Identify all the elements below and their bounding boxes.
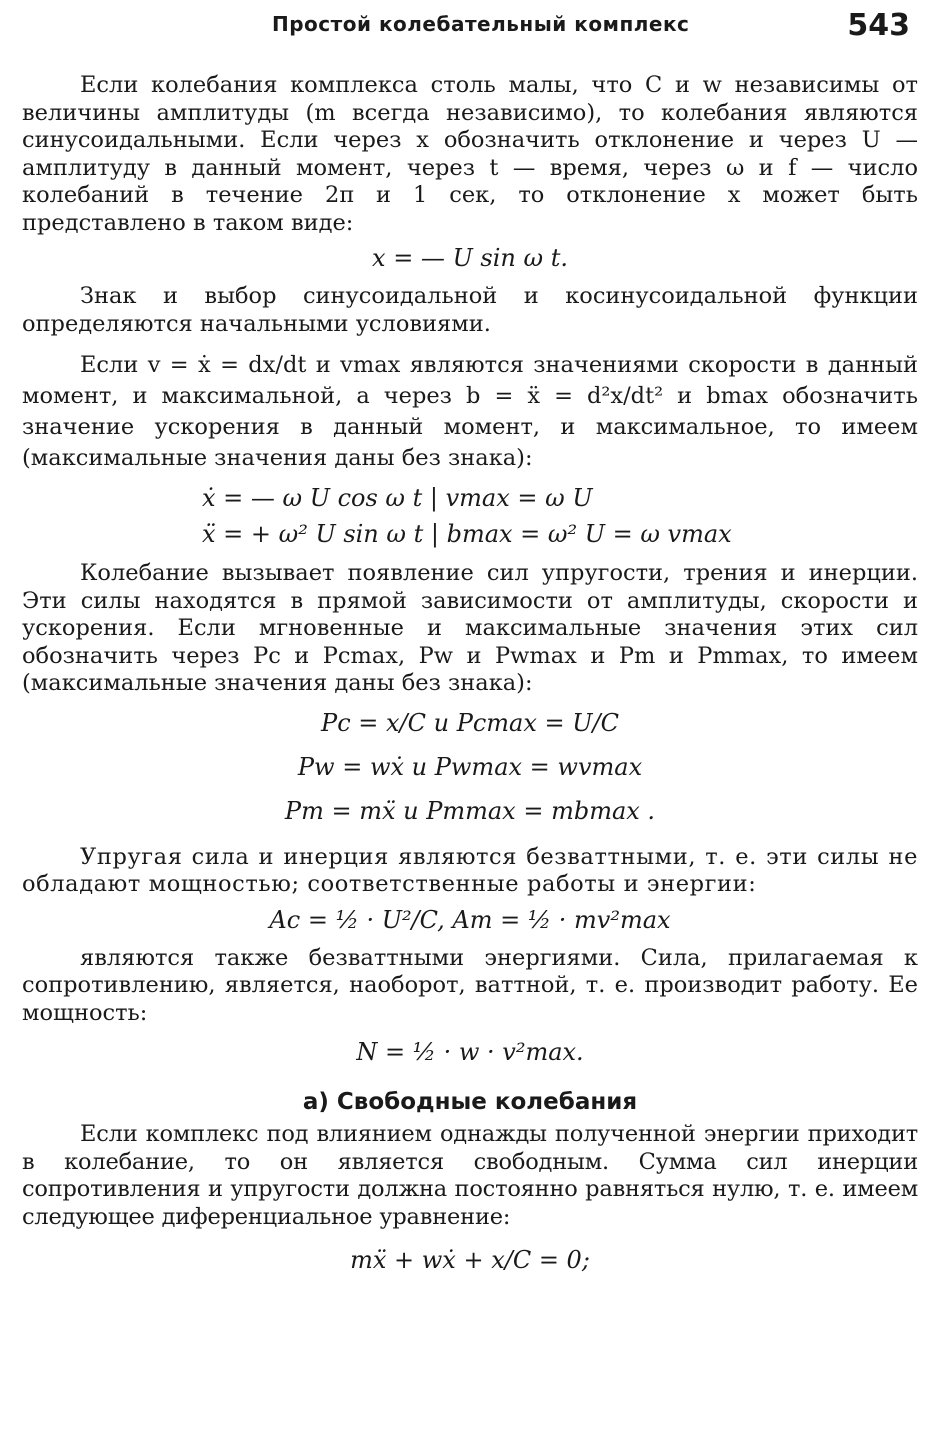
paragraph-6: являются также безваттными энергиями. Сила, прилагаемая к сопротивлению, является, наоборот, ваттной, т. е. производит работу. Ее мощность: [22, 944, 918, 1026]
running-title: Простой колебательный комплекс [272, 12, 690, 36]
page-body [22, 72, 918, 1285]
page-number: 543 [847, 8, 910, 43]
paragraph-1: Если колебания комплекса столь малы, что C и w независимы от величины амплитуды (m всегда независимо), то колебания являются синусоидальными. Если через x обозначить отклонение и через U — амплитуду в данный момент, через t — время, через ω и f — число колебаний в течение 2π и 1 сек, то отклонение x может быть представлено в таком виде: [22, 72, 918, 236]
formula-displacement: x = — U sin ω t. [372, 244, 568, 272]
formula-power: N = ½ · w · v²max. [356, 1038, 584, 1066]
formula-friction-force: Pw = wẋ и Pwmax = wvmax [297, 752, 643, 781]
paragraph-3: Если v = ẋ = dx/dt и vmax являются значениями скорости в данный момент, и максимальной, а через b = ẍ = d²x/dt² и bmax обозначить значение ускорения в данный момент, и максимальное, то имеем (максимальные значения даны без знака): [22, 352, 918, 471]
formula-energies: Ac = ½ · U²/C, Am = ½ · mv²max [269, 905, 671, 934]
formula-system-velocity-acceleration [202, 480, 802, 552]
formula-velocity: ẋ = — ω U cos ω t | vmax = ω U [202, 484, 593, 512]
formula-differential-equation: mẍ + wẋ + x/C = 0; [350, 1246, 590, 1274]
paragraph-5: Упругая сила и инерция являются безваттными, т. е. эти силы не обладают мощностью; соответственные работы и энергии: [22, 843, 918, 897]
section-heading: а) Свободные колебания [302, 1089, 638, 1115]
formula-elastic-force: Pc = x/C и Pcmax = U/C [321, 708, 619, 737]
formula-inertia-force: Pm = mẍ и Pmmax = mbmax . [284, 796, 656, 825]
formula-block-forces [22, 708, 918, 826]
page-header [0, 0, 940, 56]
paragraph-2: Знак и выбор синусоидальной и косинусоидальной функции определяются начальными условиями. [22, 283, 918, 337]
paragraph-7: Если комплекс под влиянием однажды полученной энергии приходит в колебание, то он является свободным. Сумма сил инерции сопротивления и упругости должна постоянно равняться нулю, т. е. имеем следующее диференциальное уравнение: [22, 1121, 918, 1230]
paragraph-4: Колебание вызывает появление сил упругости, трения и инерции. Эти силы находятся в прямой зависимости от амплитуды, скорости и ускорения. Если мгновенные и максимальные значения этих сил обозначить через Pc и Pcmax, Pw и Pwmax и Pm и Pmmax, то имеем (максимальные значения даны без знака): [22, 560, 918, 696]
formula-acceleration: ẍ = + ω² U sin ω t | bmax = ω² U = ω vmax [202, 520, 732, 548]
